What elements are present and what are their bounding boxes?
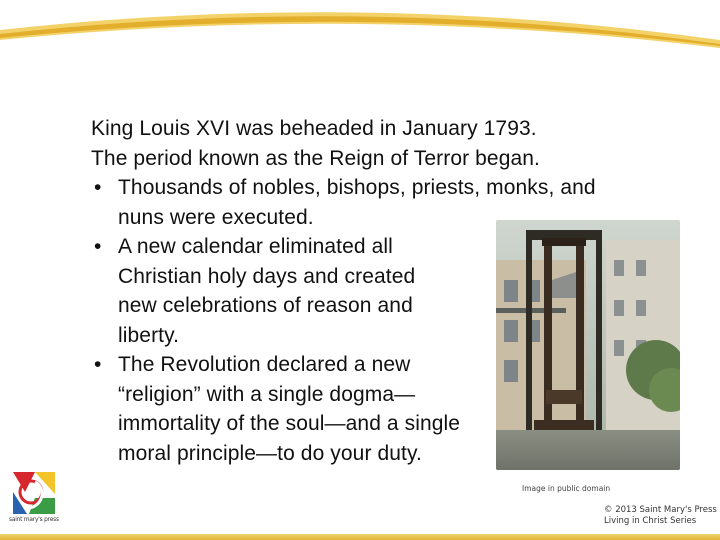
copyright-notice	[604, 505, 717, 527]
text-line-1: King Louis XVI was beheaded in January 1793.	[91, 117, 537, 140]
guillotine-photo	[496, 220, 680, 470]
copyright-line: © 2013 Saint Mary's Press	[604, 505, 717, 515]
bullet-text: A new calendar eliminated all Christian holy days and created new celebrations of reason and liberty.	[118, 235, 416, 347]
logo-caption: saint mary's press	[9, 515, 59, 523]
footer-band	[0, 534, 720, 540]
bullet-text: Thousands of nobles, bishops, priests, monks, and nuns were executed.	[118, 176, 596, 229]
image-credit: Image in public domain	[522, 484, 611, 493]
bullet-text: The Revolution declared a new “religion” with a single dogma—immortality of the soul—and a single moral principle—to do your duty.	[118, 353, 461, 465]
bullet-item	[91, 350, 488, 468]
bullet-dot: •	[94, 176, 102, 199]
text-line-2: The period known as the Reign of Terror began.	[91, 146, 540, 170]
header-swoosh	[0, 0, 720, 60]
bullet-item	[91, 232, 458, 350]
bullet-dot: •	[94, 235, 102, 258]
bullet-dot: •	[94, 353, 102, 376]
series-line: Living in Christ Series	[604, 516, 697, 526]
